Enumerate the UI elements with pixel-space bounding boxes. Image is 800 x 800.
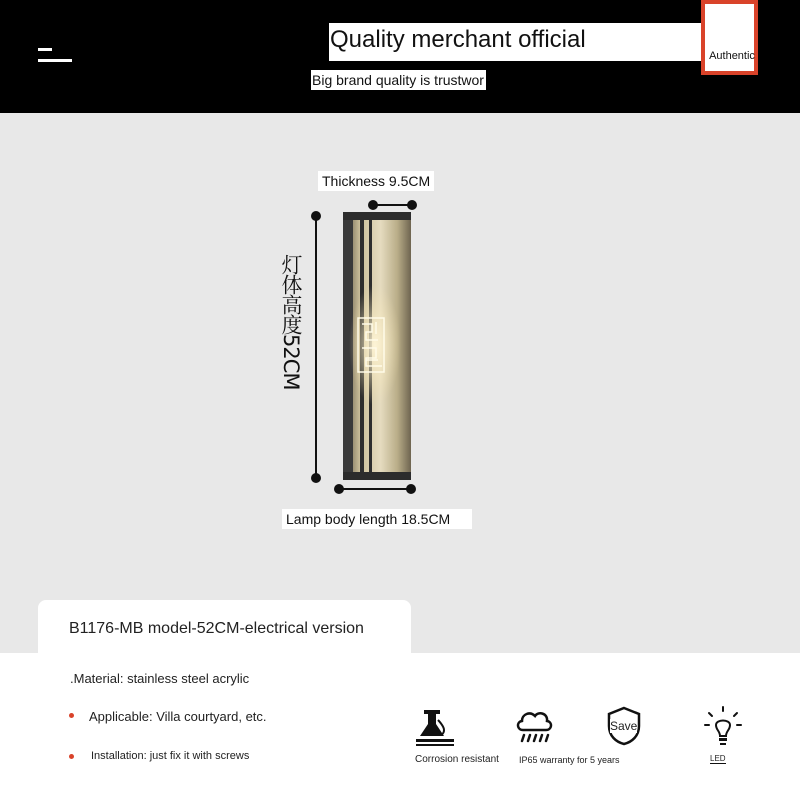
applicable-text: Applicable: Villa courtyard, etc.	[89, 709, 267, 724]
installation-text: Installation: just fix it with screws	[91, 750, 250, 762]
thickness-dimension-right-dot	[407, 200, 417, 210]
page-subtitle: Big brand quality is trustwor	[312, 72, 484, 88]
led-label: LED	[710, 754, 726, 763]
corrosion-icon	[414, 706, 456, 748]
rain-cloud-icon	[514, 708, 554, 744]
lamp-glow	[349, 285, 401, 405]
height-dimension-top-dot	[311, 211, 321, 221]
length-dimension-right-dot	[406, 484, 416, 494]
authentic-badge-label: Authentic	[709, 50, 755, 62]
length-label: Lamp body length 18.5CM	[282, 509, 472, 529]
shield-label: Save	[610, 719, 638, 733]
lamp-product-image	[300, 190, 440, 500]
bullet-dot	[69, 754, 74, 759]
ip65-label: IP65 warranty for 5 years	[519, 755, 620, 765]
model-name: B1176-MB model-52CM-electrical version	[69, 620, 364, 637]
material-text: .Material: stainless steel acrylic	[70, 671, 250, 686]
length-dimension-left-dot	[334, 484, 344, 494]
bullet-dot	[69, 713, 74, 718]
height-dimension-bottom-dot	[311, 473, 321, 483]
lamp-top-cap	[343, 212, 411, 220]
thickness-dimension-left-dot	[368, 200, 378, 210]
led-bulb-icon	[703, 705, 743, 749]
menu-icon[interactable]	[38, 48, 72, 66]
page-title: Quality merchant official	[330, 26, 586, 53]
height-label: 灯体高度52CM	[279, 254, 303, 390]
lamp-bottom-cap	[343, 472, 411, 480]
thickness-label: Thickness 9.5CM	[318, 171, 434, 191]
corrosion-label: Corrosion resistant	[415, 754, 499, 765]
